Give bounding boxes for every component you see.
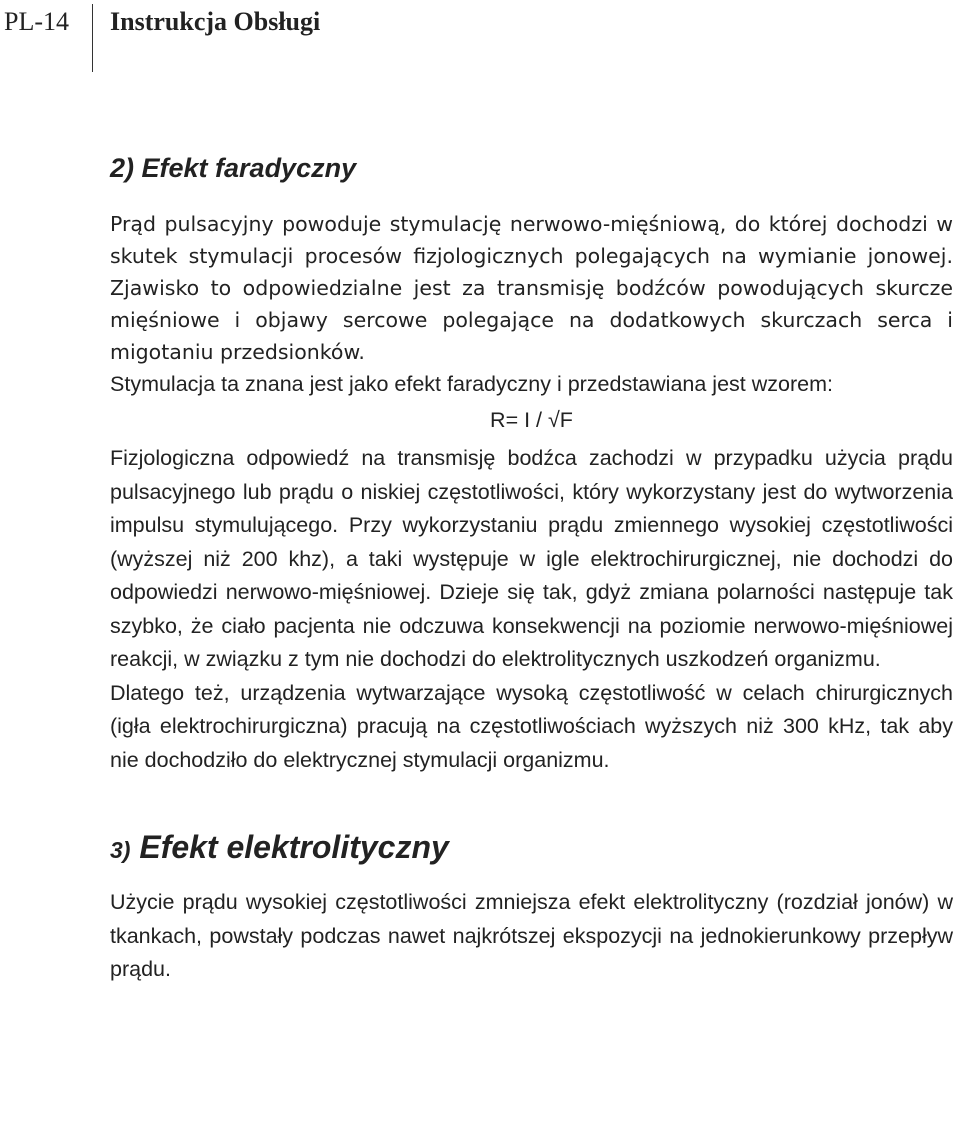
- page-header: [0, 0, 960, 80]
- section-heading-electrolytic: [110, 825, 953, 872]
- header-divider: [92, 4, 93, 72]
- paragraph-faraday-effect: Stymulacja ta znana jest jako efekt faradyczny i przedstawiana jest wzorem:: [110, 372, 833, 396]
- formula: R= I / √F: [490, 408, 573, 432]
- section-number: 3): [110, 837, 131, 863]
- paragraph-surgical-frequency: Dlatego też, urządzenia wytwarzające wysoką częstotliwość w celach chirurgicznych (igła elektrochirurgiczna) pracują na częstotliwościach wyższych niż 300 kHz, tak aby nie dochodziło do elektrycznej stymulacji organizmu.: [110, 680, 953, 772]
- section-heading-text: Efekt elektrolityczny: [139, 829, 449, 865]
- section-heading-faraday: 2) Efekt faradyczny: [110, 153, 357, 183]
- header-title: Instrukcja Obsługi: [110, 7, 321, 36]
- page-number: PL-14: [4, 7, 69, 36]
- paragraph-pulse-current: Prąd pulsacyjny powoduje stymulację nerwowo-mięśniową, do której dochodzi w skutek stymulacji procesów fizjologicznych polegających na wymianie jonowej. Zjawisko to odpowiedzialne jest za transmisję bodźców powodujących skurcze mięśniowe i objawy sercowe polegające na dodatkowych skurczach serca i migotaniu przedsionków.: [110, 212, 953, 364]
- document-body: [110, 150, 953, 987]
- paragraph-electrolytic-effect: Użycie prądu wysokiej częstotliwości zmniejsza efekt elektrolityczny (rozdział jonów) w tkankach, powstały podczas nawet najkrótszej ekspozycji na jednokierunkowy przepływ prądu.: [110, 890, 953, 981]
- paragraph-physiological-response: Fizjologiczna odpowiedź na transmisję bodźca zachodzi w przypadku użycia prądu pulsacyjnego lub prądu o niskiej częstotliwości, który wykorzystany jest do wytworzenia impulsu stymulującego. Przy wykorzystaniu prądu zmiennego wysokiej częstotliwości (wyższej niż 200 khz), a taki występuje w igle elektrochirurgicznej, nie dochodzi do odpowiedzi nerwowo-mięśniowej. Dzieje się tak, gdyż zmiana polarności następuje tak szybko, że ciało pacjenta nie odczuwa konsekwencji na poziomie nerwowo-mięśniowej reakcji, w związku z tym nie dochodzi do elektrolitycznych uszkodzeń organizmu.: [110, 446, 953, 671]
